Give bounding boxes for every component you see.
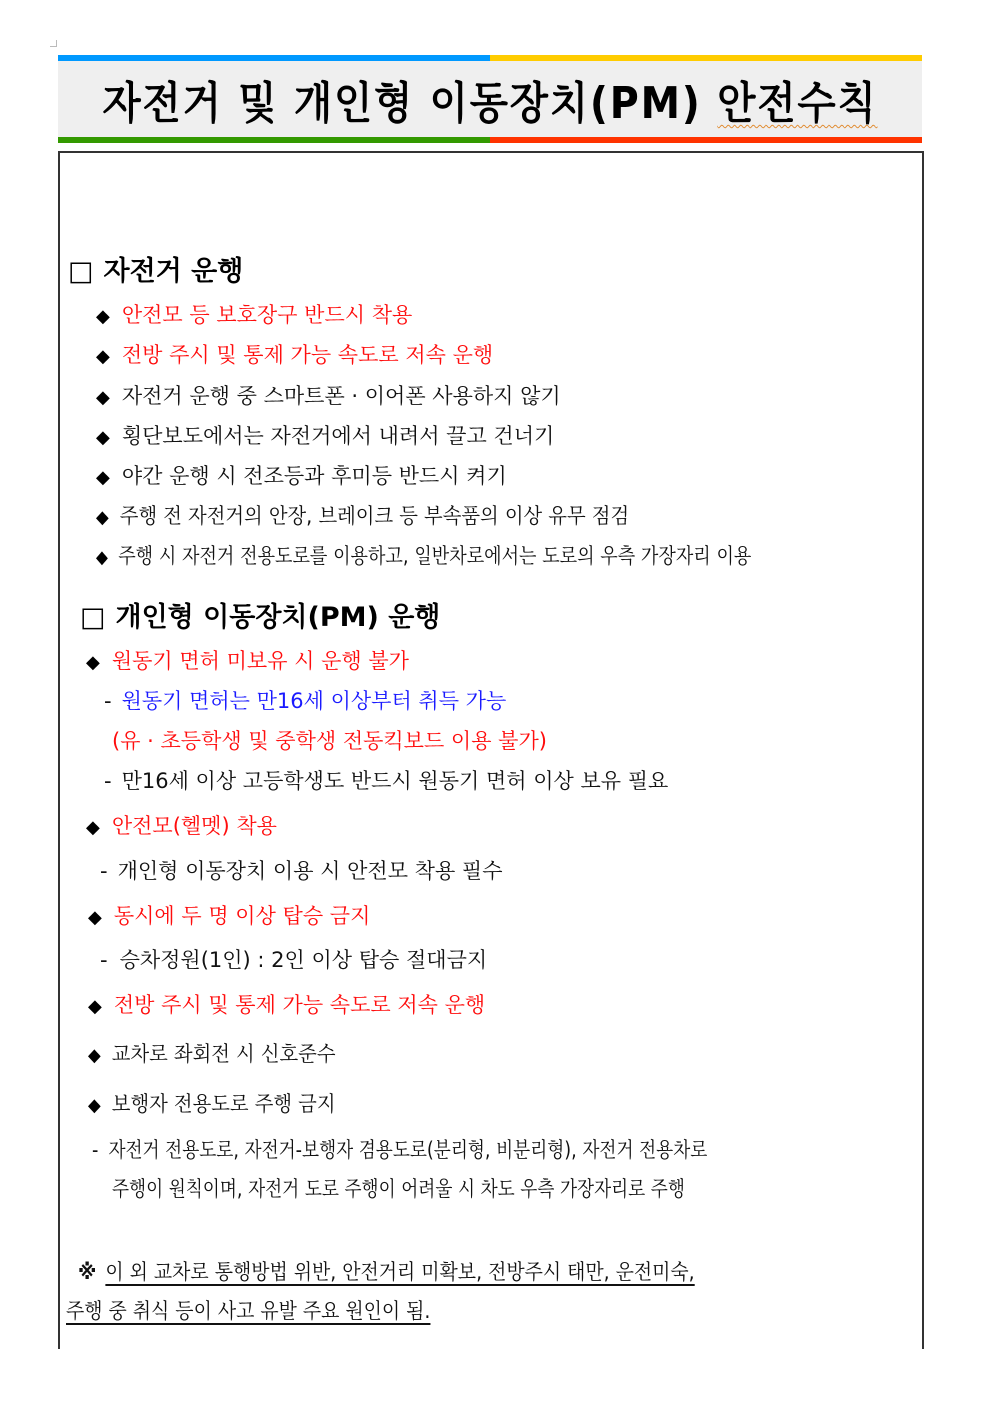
footnote-line-2 bbox=[66, 1297, 430, 1325]
list-item bbox=[100, 857, 503, 885]
list-item-text: 주행 시 자전거 전용도로를 이용하고, 일반차로에서는 도로의 우측 가장자리 이용 bbox=[118, 544, 752, 568]
list-item-text: (유 · 초등학생 및 중학생 전동킥보드 이용 불가) bbox=[112, 729, 547, 753]
section-heading-text: 개인형 이동장치(PM) 운행 bbox=[115, 602, 441, 633]
list-item-text: 전방 주시 및 통제 가능 속도로 저속 운행 bbox=[121, 343, 494, 367]
diamond-bullet-icon: ◆ bbox=[88, 907, 102, 928]
dash-bullet: - bbox=[92, 1138, 99, 1162]
title-banner bbox=[58, 55, 922, 143]
list-item bbox=[86, 647, 409, 677]
list-item bbox=[96, 462, 507, 492]
diamond-bullet-icon: ◆ bbox=[96, 387, 110, 408]
list-item-text: 만16세 이상 고등학생도 반드시 원동기 면허 이상 보유 필요 bbox=[121, 769, 669, 793]
list-item-text: 개인형 이동장치 이용 시 안전모 착용 필수 bbox=[117, 859, 503, 883]
diamond-bullet-icon: ◆ bbox=[86, 817, 100, 838]
page-corner-mark bbox=[50, 40, 57, 47]
list-item bbox=[88, 991, 485, 1021]
list-item bbox=[112, 1175, 685, 1203]
title-bar-red bbox=[490, 137, 922, 143]
diamond-bullet-icon: ◆ bbox=[86, 652, 100, 673]
page-title-tail: 안전수칙 bbox=[717, 78, 878, 129]
list-item-text: 승차정원(1인) : 2인 이상 탑승 절대금지 bbox=[119, 948, 488, 972]
diamond-bullet-icon: ◆ bbox=[88, 1045, 101, 1066]
checkbox-square-icon: □ bbox=[80, 602, 106, 633]
diamond-bullet-icon: ◆ bbox=[88, 996, 102, 1017]
footnote-line-1 bbox=[78, 1258, 695, 1286]
section-heading-text: 자전거 운행 bbox=[103, 256, 244, 287]
list-item bbox=[96, 542, 751, 572]
list-item-text: 횡단보도에서는 자전거에서 내려서 끌고 건너기 bbox=[121, 424, 555, 448]
diamond-bullet-icon: ◆ bbox=[88, 1095, 101, 1116]
page-title bbox=[101, 67, 879, 131]
list-item bbox=[96, 341, 493, 371]
dash-bullet: - bbox=[104, 769, 112, 793]
list-item-text: 자전거 운행 중 스마트폰 · 이어폰 사용하지 않기 bbox=[121, 384, 561, 408]
list-item bbox=[112, 727, 547, 755]
list-item bbox=[86, 812, 277, 842]
diamond-bullet-icon: ◆ bbox=[96, 507, 109, 528]
list-item-text: 야간 운행 시 전조등과 후미등 반드시 켜기 bbox=[121, 464, 507, 488]
list-item-text: 교차로 좌회전 시 신호준수 bbox=[111, 1042, 336, 1066]
section-heading-bicycle bbox=[68, 258, 243, 286]
list-item bbox=[96, 382, 561, 412]
dash-bullet: - bbox=[100, 948, 108, 972]
list-item-text: 안전모 등 보호장구 반드시 착용 bbox=[121, 303, 413, 327]
list-item-text: 전방 주시 및 통제 가능 속도로 저속 운행 bbox=[113, 993, 486, 1017]
list-item-text: 안전모(헬멧) 착용 bbox=[111, 814, 277, 838]
list-item-text: 원동기 면허는 만16세 이상부터 취득 가능 bbox=[121, 689, 507, 713]
list-item bbox=[88, 1090, 335, 1120]
title-bar-blue bbox=[58, 55, 490, 61]
diamond-bullet-icon: ◆ bbox=[96, 306, 110, 327]
list-item bbox=[88, 1040, 335, 1070]
list-item bbox=[104, 767, 668, 795]
list-item-text: 원동기 면허 미보유 시 운행 불가 bbox=[111, 649, 409, 673]
list-item bbox=[96, 422, 554, 452]
page-title-main: 자전거 및 개인형 이동장치(PM) bbox=[102, 78, 718, 129]
diamond-bullet-icon: ◆ bbox=[96, 427, 110, 448]
dash-bullet: - bbox=[100, 859, 108, 883]
reference-mark-icon: ※ bbox=[78, 1260, 97, 1284]
diamond-bullet-icon: ◆ bbox=[96, 467, 110, 488]
list-item-text: 주행 전 자전거의 안장, 브레이크 등 부속품의 이상 유무 점검 bbox=[119, 504, 630, 528]
list-item-text: 주행이 원칙이며, 자전거 도로 주행이 어려울 시 차도 우측 가장자리로 주행 bbox=[112, 1177, 685, 1201]
footnote-text-1: 이 외 교차로 통행방법 위반, 안전거리 미확보, 전방주시 태만, 운전미숙, bbox=[105, 1260, 695, 1284]
list-item bbox=[96, 301, 412, 331]
list-item bbox=[88, 902, 370, 932]
title-bar-green bbox=[58, 137, 490, 143]
footnote-text-2: 주행 중 취식 등이 사고 유발 주요 원인이 됨. bbox=[66, 1299, 431, 1323]
section-heading-pm bbox=[80, 604, 440, 632]
list-item bbox=[100, 946, 487, 974]
dash-bullet: - bbox=[104, 689, 112, 713]
list-item-text: 보행자 전용도로 주행 금지 bbox=[111, 1092, 336, 1116]
list-item bbox=[92, 1136, 707, 1164]
list-item bbox=[104, 687, 506, 715]
list-item-text: 동시에 두 명 이상 탑승 금지 bbox=[113, 904, 371, 928]
diamond-bullet-icon: ◆ bbox=[96, 346, 110, 367]
list-item-text: 자전거 전용도로, 자전거-보행자 겸용도로(분리형, 비분리형), 자전거 전용차로 bbox=[108, 1138, 708, 1162]
checkbox-square-icon: □ bbox=[68, 256, 94, 287]
title-bar-yellow bbox=[490, 55, 922, 61]
list-item bbox=[96, 502, 629, 532]
diamond-bullet-icon: ◆ bbox=[96, 547, 108, 568]
